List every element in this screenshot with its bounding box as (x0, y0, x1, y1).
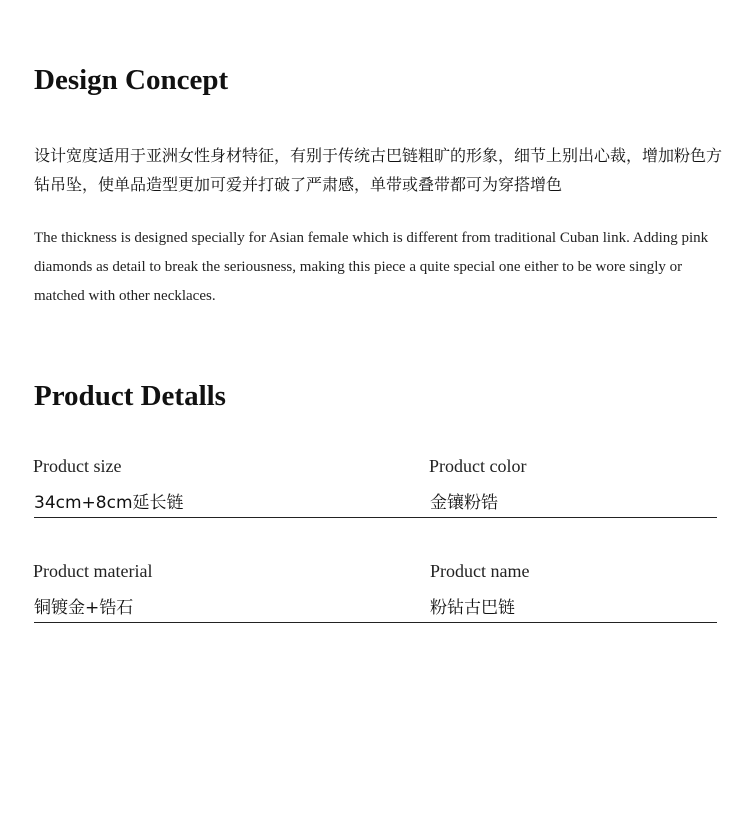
product-size-value: 34cm+8cm延长链 (34, 493, 184, 513)
product-material-value: 铜镀金+锆石 (34, 598, 134, 618)
product-material-label: Product material (33, 561, 153, 581)
design-concept-description-zh: 设计宽度适用于亚洲女性身材特征，有别于传统古巴链粗旷的形象，细节上别出心裁，增加粉色方钻吊坠，使单品造型更加可爱并打破了严肃感，单带或叠带都可为穿搭增色 (34, 146, 723, 194)
product-name-value: 粉钻古巴链 (430, 598, 515, 618)
product-color-value: 金镶粉锆 (430, 493, 498, 513)
product-details-heading: Product Detalls (34, 380, 226, 412)
design-concept-description-en: The thickness is designed specially for Asian female which is different from traditional Cuban link. Adding pink diamonds as detail to break the seriousness, making this piece a quite special one either to be wore singly or matched with other necklaces. (34, 230, 709, 304)
design-concept-heading: Design Concept (34, 64, 229, 96)
detail-row-divider (34, 622, 717, 623)
product-size-label: Product size (33, 456, 122, 476)
detail-row-divider (34, 517, 717, 518)
product-name-label: Product name (430, 561, 530, 581)
product-color-label: Product color (429, 456, 527, 476)
